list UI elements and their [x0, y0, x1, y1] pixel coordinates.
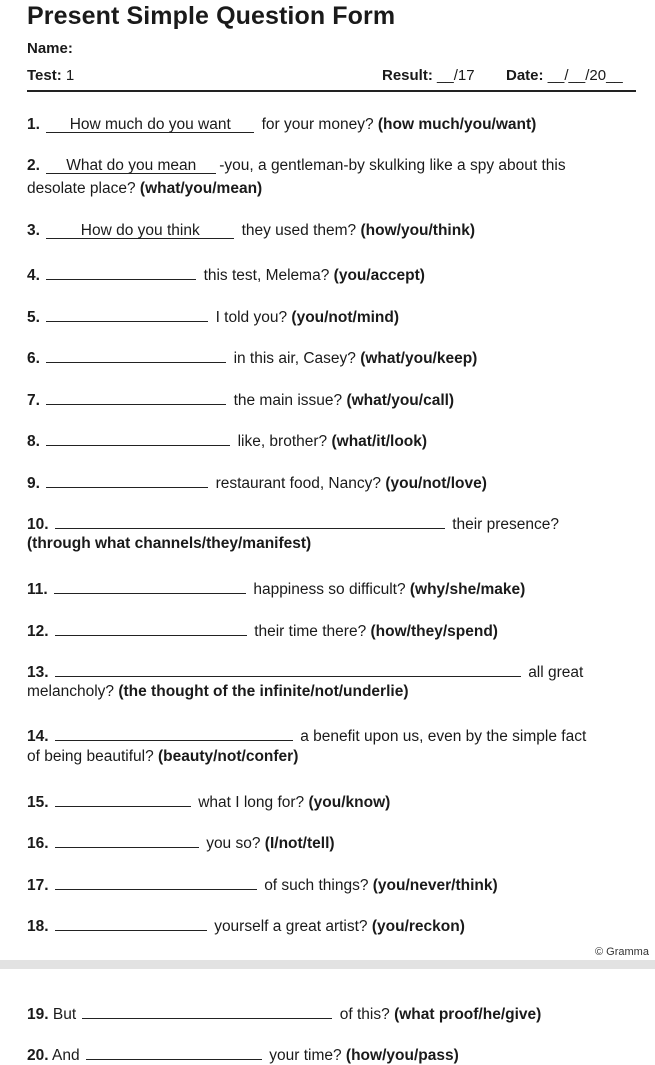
question-13: 13. all great [27, 659, 583, 682]
answer-blank-2[interactable]: What do you mean [46, 156, 216, 174]
question-12: 12. their time there? (how/they/spend) [27, 618, 498, 641]
question-14: 14. a benefit upon us, even by the simple fact [27, 723, 586, 746]
result-value: __/17 [437, 67, 475, 84]
question-5: 5. I told you? (you/not/mind) [27, 304, 399, 327]
answer-blank-10[interactable] [55, 511, 445, 529]
question-9: 9. restaurant food, Nancy? (you/not/love) [27, 470, 487, 493]
answer-blank-8[interactable] [46, 428, 230, 446]
answer-blank-12[interactable] [55, 618, 247, 636]
question-16: 16. you so? (I/not/tell) [27, 830, 335, 853]
answer-blank-13[interactable] [55, 659, 521, 677]
question-18: 18. yourself a great artist? (you/reckon) [27, 913, 465, 936]
answer-blank-6[interactable] [46, 345, 226, 363]
date-field: Date: __/__/20__ [506, 67, 623, 84]
question-6: 6. in this air, Casey? (what/you/keep) [27, 345, 477, 368]
question-10: 10. their presence? [27, 511, 559, 534]
answer-blank-14[interactable] [55, 723, 293, 741]
answer-blank-18[interactable] [55, 913, 207, 931]
page-break [0, 960, 655, 969]
question-10-continued: (through what channels/they/manifest) [27, 535, 312, 552]
answer-blank-17[interactable] [55, 872, 257, 890]
question-2-continued: desolate place? (what/you/mean) [27, 180, 263, 197]
page-title: Present Simple Question Form [27, 2, 396, 30]
question-13-continued: melancholy? (the thought of the infinite/not/underlie) [27, 683, 409, 700]
question-3: 3. How do you think they used them? (how/you/think) [27, 222, 475, 239]
question-17: 17. of such things? (you/never/think) [27, 872, 498, 895]
result-field: Result: __/17 [382, 67, 475, 84]
answer-blank-3[interactable]: How do you think [46, 221, 234, 239]
answer-blank-4[interactable] [46, 262, 196, 280]
answer-blank-1[interactable]: How much do you want [46, 115, 254, 133]
answer-blank-9[interactable] [46, 470, 208, 488]
answer-blank-16[interactable] [55, 830, 199, 848]
question-7: 7. the main issue? (what/you/call) [27, 387, 454, 410]
test-value: 1 [65, 67, 75, 84]
question-11: 11. happiness so difficult? (why/she/make) [27, 576, 525, 599]
answer-blank-7[interactable] [46, 387, 226, 405]
question-20: 20. And your time? (how/you/pass) [27, 1042, 459, 1065]
question-1: 1. How much do you want for your money? (how much/you/want) [27, 116, 537, 133]
copyright-note: © Gramma [595, 946, 649, 958]
date-value: __/__/20__ [547, 67, 623, 84]
question-19: 19. But of this? (what proof/he/give) [27, 1001, 541, 1024]
answer-blank-19[interactable] [82, 1001, 332, 1019]
answer-blank-11[interactable] [54, 576, 246, 594]
name-label: Name: [27, 40, 73, 57]
question-4: 4. this test, Melema? (you/accept) [27, 262, 425, 285]
question-2: 2. What do you mean -you, a gentleman-by skulking like a spy about this [27, 157, 566, 174]
question-14-continued: of being beautiful? (beauty/not/confer) [27, 748, 299, 765]
answer-blank-15[interactable] [55, 789, 191, 807]
header-divider [27, 90, 636, 92]
answer-blank-5[interactable] [46, 304, 208, 322]
answer-blank-20[interactable] [86, 1042, 262, 1060]
test-field: Test: 1 [27, 67, 75, 84]
question-15: 15. what I long for? (you/know) [27, 789, 390, 812]
question-8: 8. like, brother? (what/it/look) [27, 428, 427, 451]
